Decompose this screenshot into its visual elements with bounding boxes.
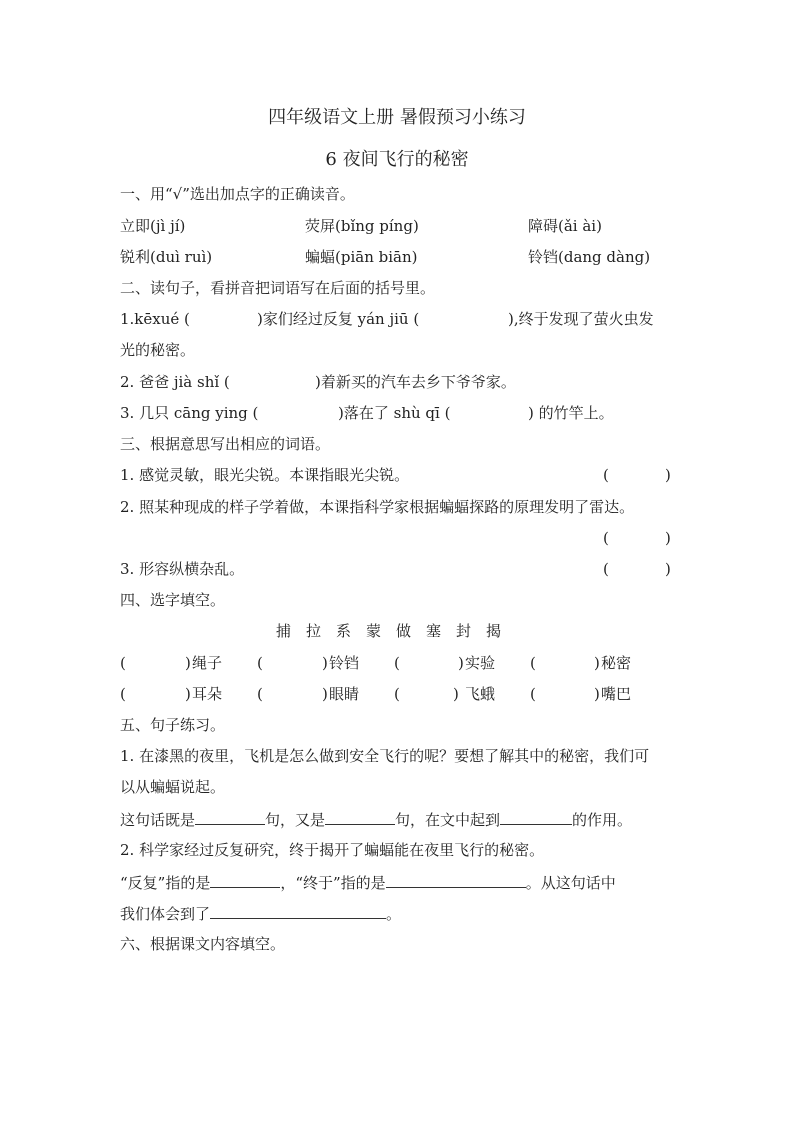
- question-text: ),终于发现了萤火虫发: [508, 310, 654, 328]
- section3-heading: 三、根据意思写出相应的词语。: [120, 435, 331, 453]
- bank-char: 揭: [486, 622, 502, 640]
- fill-paren-close: ): [185, 685, 191, 703]
- question-text: )着新买的汽车去乡下爷爷家。: [315, 373, 516, 391]
- question-text: 3. 形容纵横杂乱。: [120, 560, 245, 578]
- answer-blank[interactable]: [325, 809, 395, 825]
- bank-char: 系: [336, 622, 352, 640]
- section2-heading: 二、读句子，看拼音把词语写在后面的括号里。: [120, 279, 436, 297]
- fill-text: ，“终于”指的是: [280, 874, 386, 892]
- answer-paren-close: ): [665, 529, 671, 547]
- fill-word: 嘴巴: [601, 685, 632, 703]
- question-text: 2. 科学家经过反复研究，终于揭开了蝙蝠能在夜里飞行的秘密。: [120, 841, 545, 859]
- bank-char: 做: [396, 622, 412, 640]
- pinyin-item: 锐利(duì ruì): [120, 248, 213, 266]
- fill-word: 铃铛: [329, 654, 360, 672]
- question-text: 2. 照某种现成的样子学着做，本课指科学家根据蝙蝠探路的原理发明了雷达。: [120, 498, 635, 516]
- question-text: 1. 在漆黑的夜里，飞机是怎么做到安全飞行的呢？要想了解其中的秘密，我们可: [120, 747, 650, 765]
- question-text: )落在了 shù qī (: [338, 404, 451, 422]
- fill-sentence: [120, 903, 401, 924]
- fill-word: 实验: [465, 654, 496, 672]
- fill-word: 耳朵: [192, 685, 223, 703]
- section5-heading: 五、句子练习。: [120, 716, 226, 734]
- question-text: 以从蝙蝠说起。: [120, 778, 226, 796]
- fill-paren-close: ): [322, 685, 328, 703]
- section6-heading: 六、根据课文内容填空。: [120, 935, 286, 953]
- fill-word: 飞蛾: [465, 685, 496, 703]
- fill-paren-close: ): [594, 654, 600, 672]
- bank-char: 捕: [276, 622, 292, 640]
- fill-word: 秘密: [601, 654, 632, 672]
- answer-blank[interactable]: [210, 872, 280, 888]
- answer-paren-open: (: [603, 560, 609, 578]
- answer-blank[interactable]: [210, 903, 386, 919]
- page-title: 四年级语文上册 暑假预习小练习: [268, 107, 526, 128]
- question-text: ) 的竹竿上。: [528, 404, 614, 422]
- fill-text: 句，在文中起到: [395, 811, 501, 829]
- fill-paren-open: (: [120, 654, 126, 672]
- lesson-title: 6 夜间飞行的秘密: [325, 149, 469, 170]
- question-text: 2. 爸爸 jià shǐ (: [120, 373, 230, 391]
- fill-paren-open: (: [530, 654, 536, 672]
- fill-paren-close: ): [453, 685, 459, 703]
- answer-paren-open: (: [603, 466, 609, 484]
- pinyin-item: 铃铛(dang dàng): [528, 248, 651, 266]
- question-text: 1. 感觉灵敏，眼光尖锐。本课指眼光尖锐。: [120, 466, 410, 484]
- bank-char: 塞: [426, 622, 442, 640]
- fill-text: 的作用。: [572, 811, 633, 829]
- pinyin-item: 障碍(ǎi ài): [528, 217, 602, 235]
- fill-text: 我们体会到了: [120, 905, 211, 923]
- answer-blank[interactable]: [386, 872, 526, 888]
- fill-paren-open: (: [120, 685, 126, 703]
- pinyin-item: 荧屏(bǐng píng): [305, 217, 419, 235]
- fill-paren-close: ): [185, 654, 191, 672]
- question-text: 光的秘密。: [120, 341, 196, 359]
- answer-paren-close: ): [665, 560, 671, 578]
- pinyin-item: 立即(jì jí): [120, 217, 186, 235]
- pinyin-item: 蝙蝠(piān biān): [305, 248, 418, 266]
- fill-paren-open: (: [394, 654, 400, 672]
- fill-sentence: [120, 809, 632, 830]
- answer-blank[interactable]: [195, 809, 265, 825]
- fill-paren-open: (: [530, 685, 536, 703]
- fill-paren-open: (: [257, 685, 263, 703]
- character-bank: [276, 621, 516, 641]
- fill-paren-close: ): [458, 654, 464, 672]
- fill-word: 绳子: [192, 654, 223, 672]
- question-text: )家们经过反复 yán jiū (: [257, 310, 420, 328]
- fill-paren-close: ): [594, 685, 600, 703]
- fill-paren-close: ): [322, 654, 328, 672]
- section1-heading: 一、用“√”选出加点字的正确读音。: [120, 185, 355, 203]
- fill-text: “反复”指的是: [120, 874, 211, 892]
- fill-paren-open: (: [257, 654, 263, 672]
- fill-sentence: [120, 872, 616, 893]
- fill-text: 句，又是: [265, 811, 326, 829]
- bank-char: 封: [456, 622, 472, 640]
- fill-text: 。从这句话中: [525, 874, 616, 892]
- answer-blank[interactable]: [500, 809, 572, 825]
- answer-paren-open: (: [603, 529, 609, 547]
- section4-heading: 四、选字填空。: [120, 591, 226, 609]
- fill-paren-open: (: [394, 685, 400, 703]
- question-text: 1.kēxué (: [120, 310, 190, 328]
- bank-char: 蒙: [366, 622, 382, 640]
- fill-text: 。: [386, 905, 402, 923]
- fill-word: 眼睛: [329, 685, 360, 703]
- question-text: 3. 几只 cāng ying (: [120, 404, 259, 422]
- answer-paren-close: ): [665, 466, 671, 484]
- fill-text: 这句话既是: [120, 811, 196, 829]
- bank-char: 拉: [306, 622, 322, 640]
